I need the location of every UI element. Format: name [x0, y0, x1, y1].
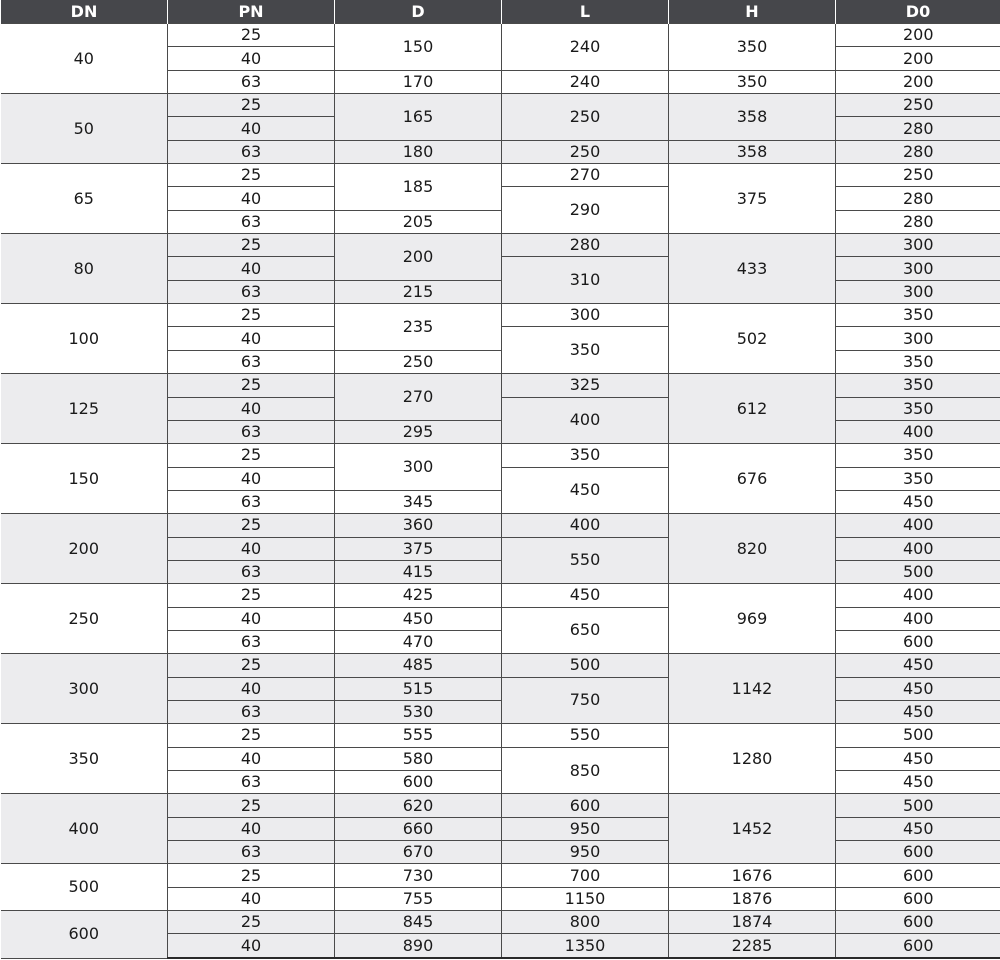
cell-h: 350: [669, 70, 836, 93]
cell-d0: 450: [836, 677, 1000, 700]
cell-pn: 40: [168, 607, 335, 630]
cell-d0: 450: [836, 817, 1000, 840]
cell-h: 375: [669, 164, 836, 234]
header-l: L: [502, 0, 669, 24]
cell-d0: 350: [836, 467, 1000, 490]
cell-pn: 63: [168, 350, 335, 373]
cell-d: 170: [335, 70, 502, 93]
cell-d: 755: [335, 887, 502, 910]
cell-d: 295: [335, 420, 502, 443]
cell-l: 240: [502, 24, 669, 71]
cell-l: 240: [502, 70, 669, 93]
cell-d0: 450: [836, 654, 1000, 677]
table-row: [1, 374, 1000, 397]
cell-d0: 600: [836, 841, 1000, 864]
cell-d0: 350: [836, 374, 1000, 397]
cell-d: 670: [335, 841, 502, 864]
cell-d0: 350: [836, 350, 1000, 373]
table-row: [1, 654, 1000, 677]
cell-dn: 125: [1, 374, 168, 444]
cell-pn: 63: [168, 280, 335, 303]
cell-l: 280: [502, 234, 669, 257]
cell-h: 612: [669, 374, 836, 444]
cell-l: 850: [502, 747, 669, 794]
cell-d: 415: [335, 560, 502, 583]
cell-d0: 400: [836, 420, 1000, 443]
cell-d0: 300: [836, 234, 1000, 257]
cell-pn: 25: [168, 864, 335, 887]
cell-dn: 150: [1, 444, 168, 514]
cell-h: 1676: [669, 864, 836, 887]
cell-l: 250: [502, 94, 669, 141]
cell-dn: 250: [1, 584, 168, 654]
cell-l: 800: [502, 911, 669, 934]
cell-l: 450: [502, 467, 669, 514]
cell-d: 580: [335, 747, 502, 770]
cell-pn: 63: [168, 490, 335, 513]
cell-dn: 50: [1, 94, 168, 164]
cell-l: 290: [502, 187, 669, 234]
cell-pn: 40: [168, 257, 335, 280]
cell-d: 205: [335, 210, 502, 233]
cell-pn: 25: [168, 724, 335, 747]
cell-l: 500: [502, 654, 669, 677]
cell-l: 550: [502, 537, 669, 584]
cell-pn: 63: [168, 841, 335, 864]
cell-d0: 600: [836, 630, 1000, 653]
header-dn: DN: [1, 0, 168, 24]
cell-l: 250: [502, 140, 669, 163]
cell-d0: 300: [836, 257, 1000, 280]
cell-d0: 250: [836, 94, 1000, 117]
cell-pn: 40: [168, 187, 335, 210]
cell-l: 400: [502, 514, 669, 537]
cell-d: 180: [335, 140, 502, 163]
cell-h: 1452: [669, 794, 836, 864]
cell-h: 2285: [669, 934, 836, 958]
cell-d: 600: [335, 771, 502, 794]
cell-d: 200: [335, 234, 502, 281]
cell-d0: 600: [836, 864, 1000, 887]
cell-d0: 200: [836, 47, 1000, 70]
header-pn: PN: [168, 0, 335, 24]
cell-dn: 600: [1, 911, 168, 958]
cell-pn: 25: [168, 794, 335, 817]
cell-pn: 40: [168, 747, 335, 770]
cell-l: 550: [502, 724, 669, 747]
cell-d0: 600: [836, 911, 1000, 934]
cell-d0: 350: [836, 444, 1000, 467]
cell-d: 485: [335, 654, 502, 677]
cell-l: 450: [502, 584, 669, 607]
cell-h: 676: [669, 444, 836, 514]
table-header-row: [1, 0, 1000, 24]
cell-d0: 600: [836, 934, 1000, 958]
cell-d: 185: [335, 164, 502, 211]
table-row: [1, 164, 1000, 187]
cell-pn: 40: [168, 934, 335, 958]
cell-d: 150: [335, 24, 502, 71]
cell-d0: 250: [836, 164, 1000, 187]
cell-h: 820: [669, 514, 836, 584]
cell-pn: 40: [168, 117, 335, 140]
cell-l: 325: [502, 374, 669, 397]
cell-l: 350: [502, 327, 669, 374]
table-body: [1, 24, 1000, 959]
cell-pn: 25: [168, 94, 335, 117]
cell-d0: 350: [836, 304, 1000, 327]
cell-d0: 300: [836, 327, 1000, 350]
cell-h: 1874: [669, 911, 836, 934]
table-row: [1, 911, 1000, 934]
cell-dn: 200: [1, 514, 168, 584]
cell-d0: 400: [836, 607, 1000, 630]
table-row: [1, 514, 1000, 537]
cell-l: 700: [502, 864, 669, 887]
cell-pn: 25: [168, 514, 335, 537]
cell-dn: 100: [1, 304, 168, 374]
cell-pn: 25: [168, 444, 335, 467]
cell-d: 165: [335, 94, 502, 141]
cell-pn: 25: [168, 584, 335, 607]
header-d: D: [335, 0, 502, 24]
table-row: [1, 724, 1000, 747]
cell-d: 235: [335, 304, 502, 351]
cell-d: 345: [335, 490, 502, 513]
cell-d0: 300: [836, 280, 1000, 303]
cell-pn: 25: [168, 911, 335, 934]
cell-pn: 63: [168, 771, 335, 794]
cell-pn: 25: [168, 164, 335, 187]
cell-d: 450: [335, 607, 502, 630]
cell-d: 890: [335, 934, 502, 958]
cell-l: 400: [502, 397, 669, 444]
cell-d: 530: [335, 700, 502, 723]
cell-l: 950: [502, 817, 669, 840]
cell-d: 515: [335, 677, 502, 700]
cell-pn: 63: [168, 630, 335, 653]
cell-d0: 450: [836, 490, 1000, 513]
cell-dn: 300: [1, 654, 168, 724]
cell-d0: 280: [836, 140, 1000, 163]
cell-h: 1142: [669, 654, 836, 724]
cell-pn: 25: [168, 234, 335, 257]
cell-pn: 25: [168, 374, 335, 397]
cell-d: 555: [335, 724, 502, 747]
cell-pn: 25: [168, 304, 335, 327]
cell-h: 433: [669, 234, 836, 304]
cell-pn: 63: [168, 700, 335, 723]
cell-d: 660: [335, 817, 502, 840]
cell-d: 300: [335, 444, 502, 491]
cell-l: 1150: [502, 887, 669, 910]
table-row: [1, 584, 1000, 607]
cell-d: 620: [335, 794, 502, 817]
cell-d: 375: [335, 537, 502, 560]
cell-d0: 500: [836, 724, 1000, 747]
cell-pn: 40: [168, 467, 335, 490]
header-d0: D0: [836, 0, 1000, 24]
cell-pn: 25: [168, 24, 335, 47]
cell-dn: 40: [1, 24, 168, 94]
cell-pn: 40: [168, 887, 335, 910]
cell-h: 1876: [669, 887, 836, 910]
cell-h: 358: [669, 140, 836, 163]
cell-d: 845: [335, 911, 502, 934]
cell-d0: 200: [836, 24, 1000, 47]
cell-dn: 400: [1, 794, 168, 864]
cell-pn: 40: [168, 327, 335, 350]
cell-d0: 280: [836, 117, 1000, 140]
table-row: [1, 304, 1000, 327]
cell-d0: 350: [836, 397, 1000, 420]
cell-dn: 500: [1, 864, 168, 911]
cell-d0: 450: [836, 700, 1000, 723]
cell-d: 425: [335, 584, 502, 607]
cell-l: 270: [502, 164, 669, 187]
cell-d: 250: [335, 350, 502, 373]
table-row: [1, 94, 1000, 117]
cell-d0: 400: [836, 514, 1000, 537]
cell-pn: 40: [168, 537, 335, 560]
table-row: [1, 24, 1000, 47]
cell-d: 360: [335, 514, 502, 537]
cell-dn: 80: [1, 234, 168, 304]
cell-pn: 63: [168, 140, 335, 163]
cell-l: 600: [502, 794, 669, 817]
cell-d0: 400: [836, 537, 1000, 560]
cell-pn: 40: [168, 47, 335, 70]
cell-dn: 350: [1, 724, 168, 794]
cell-dn: 65: [1, 164, 168, 234]
cell-d0: 600: [836, 887, 1000, 910]
table-row: [1, 234, 1000, 257]
cell-d: 270: [335, 374, 502, 421]
table-row: [1, 864, 1000, 887]
cell-l: 1350: [502, 934, 669, 958]
cell-h: 1280: [669, 724, 836, 794]
cell-l: 350: [502, 444, 669, 467]
cell-pn: 63: [168, 420, 335, 443]
cell-pn: 63: [168, 70, 335, 93]
cell-h: 969: [669, 584, 836, 654]
cell-h: 350: [669, 24, 836, 71]
cell-d0: 400: [836, 584, 1000, 607]
cell-d0: 280: [836, 210, 1000, 233]
cell-d0: 450: [836, 771, 1000, 794]
cell-l: 650: [502, 607, 669, 654]
table-row: [1, 794, 1000, 817]
table-row: [1, 444, 1000, 467]
cell-h: 502: [669, 304, 836, 374]
cell-d0: 500: [836, 794, 1000, 817]
cell-pn: 25: [168, 654, 335, 677]
cell-pn: 40: [168, 677, 335, 700]
cell-d: 470: [335, 630, 502, 653]
cell-d: 215: [335, 280, 502, 303]
cell-pn: 63: [168, 210, 335, 233]
cell-pn: 40: [168, 397, 335, 420]
cell-l: 300: [502, 304, 669, 327]
cell-d0: 500: [836, 560, 1000, 583]
cell-d0: 200: [836, 70, 1000, 93]
cell-pn: 40: [168, 817, 335, 840]
cell-d: 730: [335, 864, 502, 887]
cell-d0: 450: [836, 747, 1000, 770]
cell-l: 310: [502, 257, 669, 304]
cell-h: 358: [669, 94, 836, 141]
cell-pn: 63: [168, 560, 335, 583]
cell-l: 950: [502, 841, 669, 864]
cell-d0: 280: [836, 187, 1000, 210]
header-h: H: [669, 0, 836, 24]
cell-l: 750: [502, 677, 669, 724]
